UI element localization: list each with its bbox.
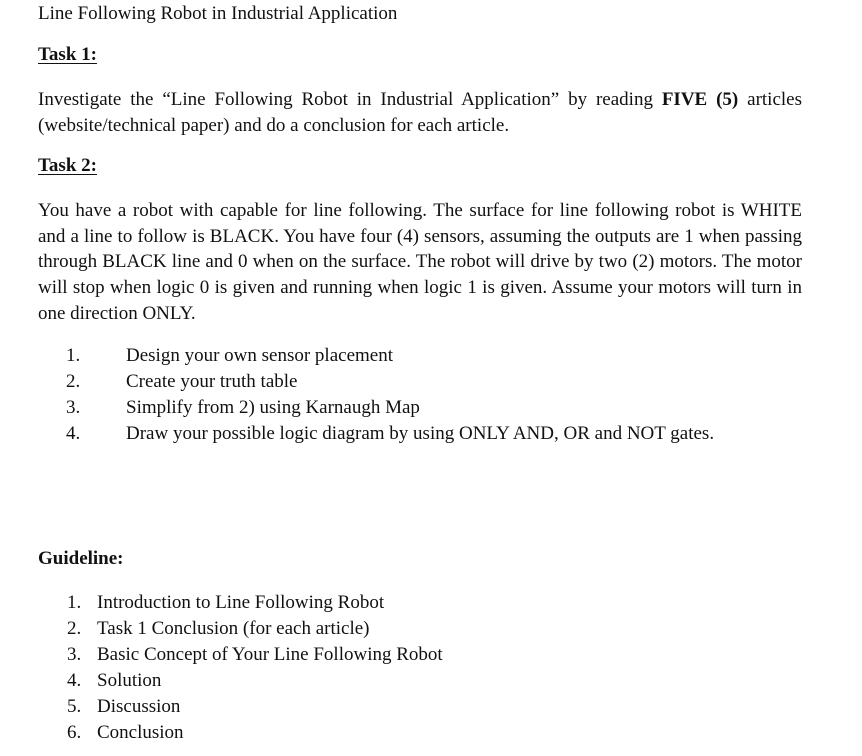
list-item-text: Design your own sensor placement (126, 345, 393, 366)
list-item-number: 1. (67, 592, 82, 613)
document-title: Line Following Robot in Industrial Application (38, 3, 398, 24)
task1-text-after: articles (website/technical paper) and do a conclusion for each article. (38, 89, 802, 136)
list-item-number: 4. (66, 423, 81, 444)
list-item-text: Create your truth table (126, 371, 298, 392)
list-item-number: 5. (67, 696, 82, 717)
list-item-number: 3. (67, 644, 82, 665)
task1-text-bold: FIVE (5) (661, 89, 739, 110)
list-item-number: 6. (67, 722, 82, 743)
list-item-number: 2. (66, 371, 81, 392)
list-item-text: Introduction to Line Following Robot (97, 592, 385, 613)
list-item-text: Discussion (97, 696, 181, 717)
list-item-text: Task 1 Conclusion (for each article) (97, 618, 370, 639)
list-item-text: Basic Concept of Your Line Following Robot (97, 644, 443, 665)
task2-heading: Task 2: (38, 155, 97, 176)
list-item-number: 4. (67, 670, 82, 691)
task1-text-before: Investigate the “Line Following Robot in Industrial Application” by reading (38, 89, 662, 110)
list-item-text: Draw your possible logic diagram by using ONLY AND, OR and NOT gates. (126, 423, 715, 444)
list-item-text: Simplify from 2) using Karnaugh Map (126, 397, 420, 418)
guideline-heading: Guideline: (38, 548, 124, 569)
task1-heading: Task 1: (38, 44, 97, 65)
list-item-text: Conclusion (97, 722, 184, 743)
task2-paragraph: You have a robot with capable for line following. The surface for line following robot is WHITE and a line to follow is BLACK. You have four (4) sensors, assuming the outputs are 1 when passing through BLACK line and 0 when on the surface. The robot will drive by two (2) motors. The motor will stop when logic 0 is given and running when logic 1 is given. Assume your motors will turn in one direction ONLY. (38, 200, 802, 324)
list-item-text: Solution (97, 670, 162, 691)
list-item-number: 2. (67, 618, 82, 639)
task1-paragraph (38, 87, 802, 138)
list-item-number: 3. (66, 397, 81, 418)
list-item-number: 1. (66, 345, 81, 366)
